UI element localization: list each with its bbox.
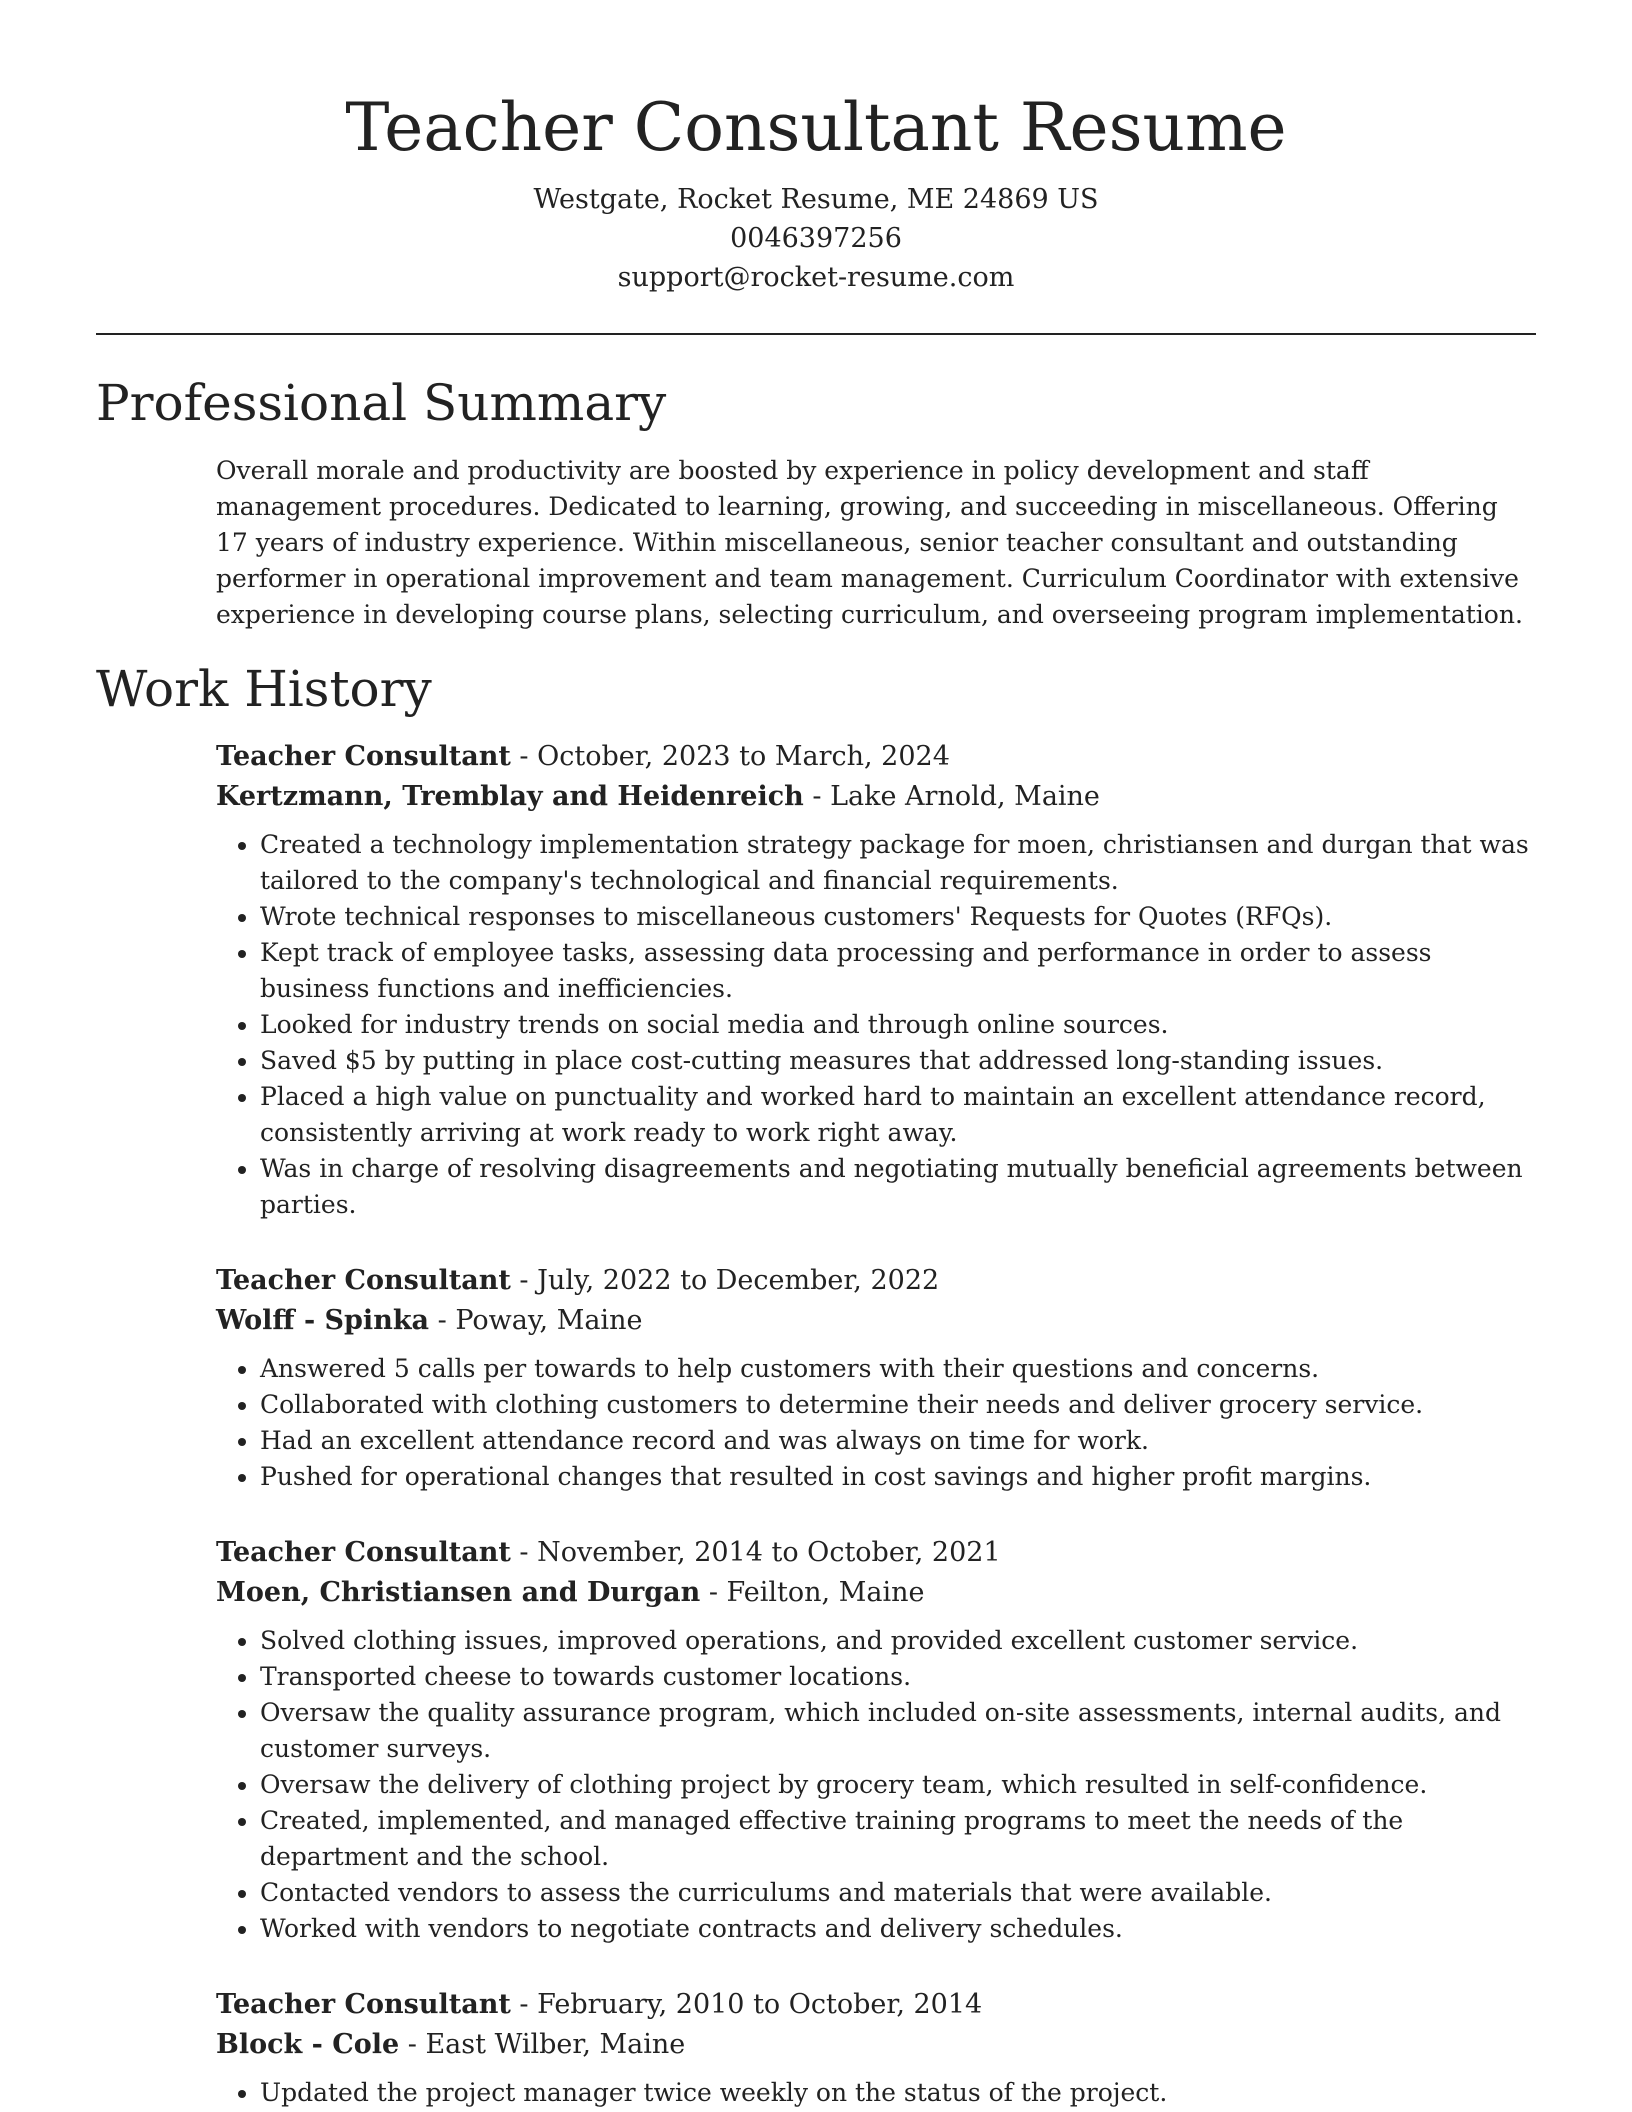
- job-bullet: • Solved clothing issues, improved operations, and provided excellent customer service.: [260, 1623, 1536, 1659]
- job-bullet: • Oversaw the quality assurance program, which included on-site assessments, internal audits, and customer surveys.: [260, 1695, 1536, 1767]
- job-company: Block - Cole: [216, 2029, 400, 2060]
- contact-phone: 0046397256: [730, 223, 902, 254]
- job-bullets: [216, 1351, 1536, 1495]
- job-company: Moen, Christiansen and Durgan: [216, 1577, 701, 1608]
- job-location: - Lake Arnold, Maine: [803, 781, 1100, 812]
- job-company: Kertzmann, Tremblay and Heidenreich: [216, 781, 804, 812]
- job-bullet: • Collaborated with clothing customers to determine their needs and deliver grocery service.: [260, 1387, 1536, 1423]
- contact-block: [0, 180, 1632, 297]
- job-bullet: • Created, implemented, and managed effective training programs to meet the needs of the department and the school.: [260, 1803, 1536, 1875]
- job-bullet: • Pushed for operational changes that resulted in cost savings and higher profit margins.: [260, 1459, 1536, 1495]
- job-title-line: [216, 1985, 1536, 2025]
- job-location: - Feilton, Maine: [700, 1577, 925, 1608]
- job-company: Wolff - Spinka: [216, 1305, 430, 1336]
- job-bullet: • Looked for industry trends on social media and through online sources.: [260, 1007, 1536, 1043]
- job-title-line: [216, 737, 1536, 777]
- job-entry: [216, 1985, 1536, 2111]
- job-entry: [216, 1261, 1536, 1495]
- job-bullet: • Transported cheese to towards customer locations.: [260, 1659, 1536, 1695]
- job-bullets: [216, 827, 1536, 1223]
- job-dates: - October, 2023 to March, 2024: [510, 741, 950, 772]
- job-dates: - November, 2014 to October, 2021: [510, 1537, 1001, 1568]
- job-title: Teacher Consultant: [216, 1265, 511, 1296]
- job-bullet: • Oversaw the delivery of clothing project by grocery team, which resulted in self-confidence.: [260, 1767, 1536, 1803]
- job-bullet: • Wrote technical responses to miscellaneous customers' Requests for Quotes (RFQs).: [260, 899, 1536, 935]
- job-company-line: [216, 777, 1536, 817]
- job-dates: - July, 2022 to December, 2022: [510, 1265, 940, 1296]
- job-title: Teacher Consultant: [216, 741, 511, 772]
- summary-text: Overall morale and productivity are boosted by experience in policy development and staff management procedures. Dedicated to learning, growing, and succeeding in miscellaneous. Offering 17 years of industry experience. Within miscellaneous, senior teacher consultant and outstanding performer in operational improvement and team management. Curriculum Coordinator with extensive experience in developing course plans, selecting curriculum, and overseeing program implementation.: [216, 456, 1523, 629]
- contact-address: Westgate, Rocket Resume, ME 24869 US: [533, 184, 1099, 215]
- job-company-line: [216, 1573, 1536, 1613]
- job-entry: [216, 737, 1536, 1223]
- job-bullet: • Saved $5 by putting in place cost-cutting measures that addressed long-standing issues.: [260, 1043, 1536, 1079]
- work-history-heading: Work History: [96, 660, 432, 718]
- header-divider: [96, 333, 1536, 335]
- job-dates: - February, 2010 to October, 2014: [510, 1989, 983, 2020]
- job-bullet: • Created a technology implementation strategy package for moen, christiansen and durgan that was tailored to the company's technological and financial requirements.: [260, 827, 1536, 899]
- summary-heading: Professional Summary: [96, 374, 667, 432]
- resume-header: [0, 0, 1632, 297]
- resume-title: Teacher Consultant Resume: [345, 89, 1287, 166]
- job-location: - East Wilber, Maine: [399, 2029, 686, 2060]
- job-company-line: [216, 1301, 1536, 1341]
- job-title-line: [216, 1261, 1536, 1301]
- job-company-line: [216, 2025, 1536, 2065]
- job-title: Teacher Consultant: [216, 1537, 511, 1568]
- job-location: - Poway, Maine: [429, 1305, 643, 1336]
- job-bullets: [216, 1623, 1536, 1947]
- job-bullet: • Had an excellent attendance record and was always on time for work.: [260, 1423, 1536, 1459]
- job-bullet: • Was in charge of resolving disagreements and negotiating mutually beneficial agreements between parties.: [260, 1151, 1536, 1223]
- job-bullet: • Worked with vendors to negotiate contracts and delivery schedules.: [260, 1911, 1536, 1947]
- job-title: Teacher Consultant: [216, 1989, 511, 2020]
- job-bullet: • Placed a high value on punctuality and worked hard to maintain an excellent attendance record, consistently arriving at work ready to work right away.: [260, 1079, 1536, 1151]
- job-bullets: [216, 2075, 1536, 2111]
- contact-email: support@rocket-resume.com: [617, 262, 1015, 293]
- job-bullet: • Updated the project manager twice weekly on the status of the project.: [260, 2075, 1536, 2111]
- job-bullet: • Kept track of employee tasks, assessing data processing and performance in order to assess business functions and inefficiencies.: [260, 935, 1536, 1007]
- job-bullet: • Contacted vendors to assess the curriculums and materials that were available.: [260, 1875, 1536, 1911]
- job-entry: [216, 1533, 1536, 1947]
- job-bullet: • Answered 5 calls per towards to help customers with their questions and concerns.: [260, 1351, 1536, 1387]
- job-title-line: [216, 1533, 1536, 1573]
